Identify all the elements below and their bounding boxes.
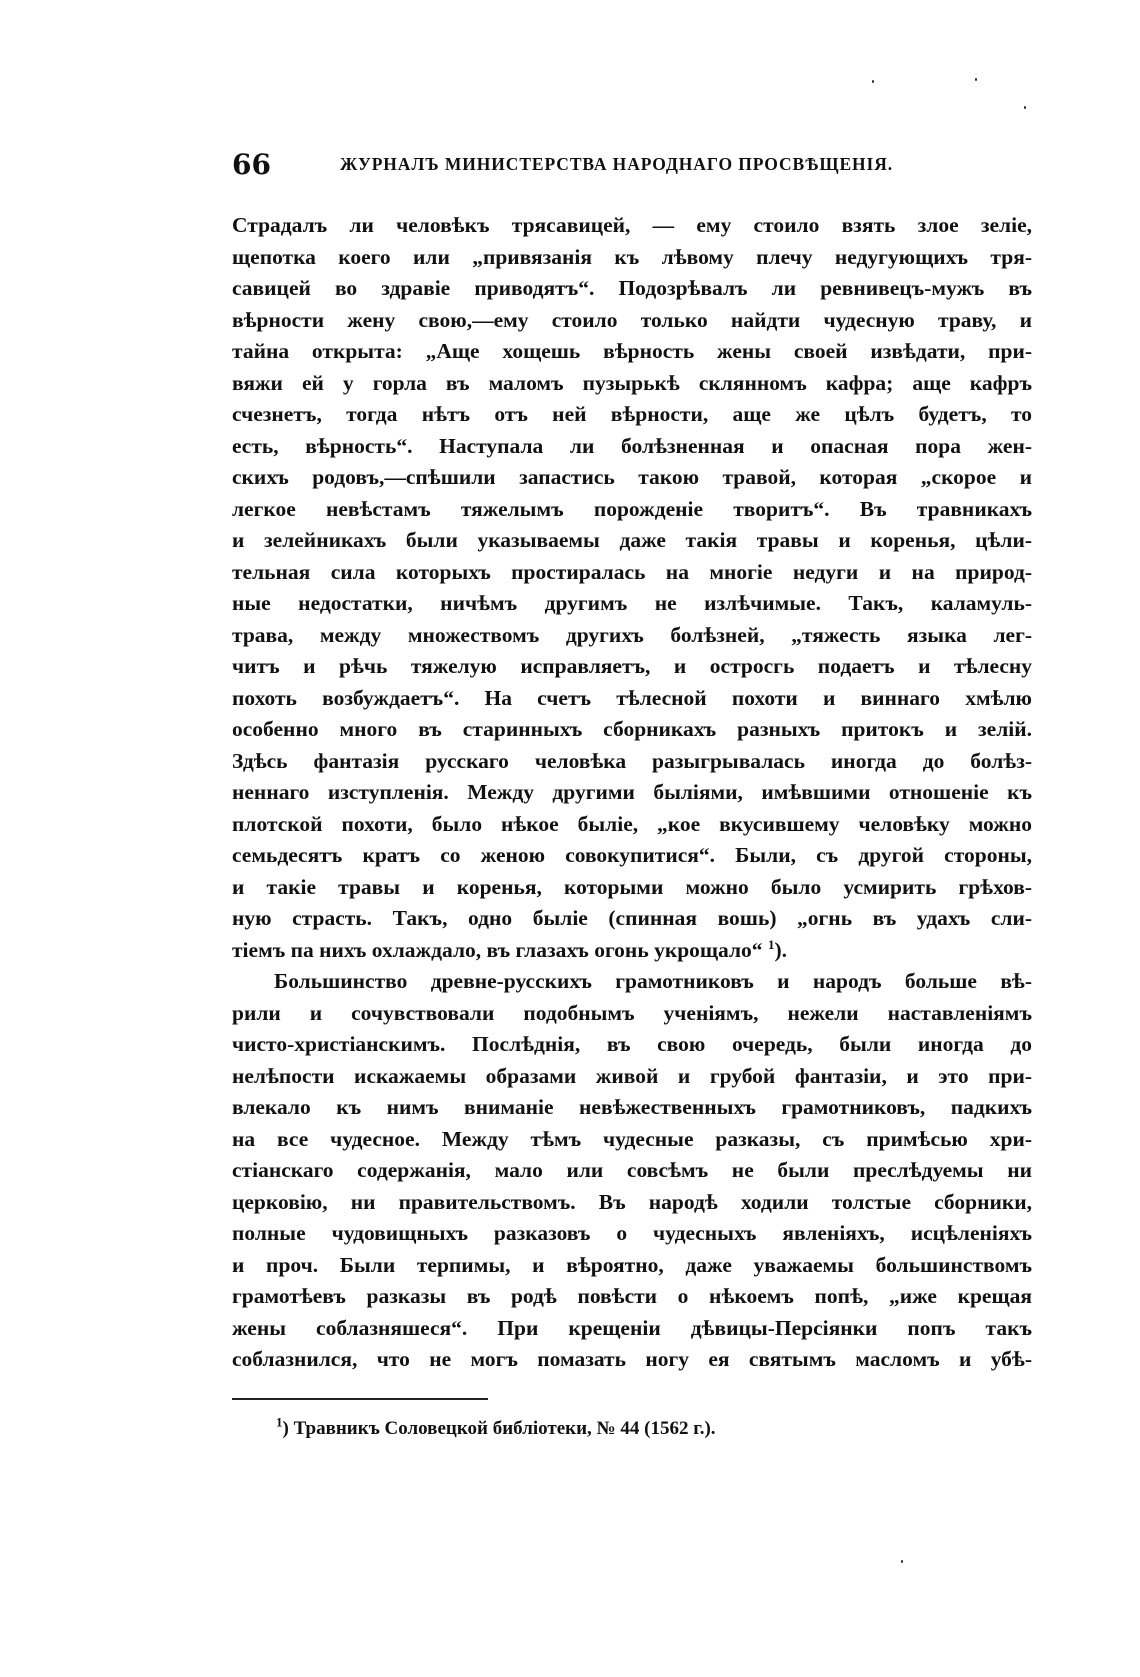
text-line-last: [232, 935, 1032, 967]
text-line: трава, между множествомъ другихъ болѣзней, „тяжесть языка лег-: [232, 622, 1032, 647]
text-line: полные чудовищныхъ разказовъ о чудесныхъ явленіяхъ, исцѣленіяхъ: [232, 1221, 1032, 1245]
text-line: скихъ родовъ,—спѣшили запастись такою травой, которая „скорое и: [232, 465, 1032, 489]
text-line: и такіе травы и коренья, которыми можно было усмирить грѣхов-: [232, 874, 1032, 899]
text-line: тельная сила которыхъ простиралась на многіе недуги и на природ-: [232, 559, 1032, 584]
text-line: тайна открыта: „Аще хощешь вѣрность жены своей извѣдати, при-: [232, 339, 1032, 363]
footnote-text: ) Травникъ Соловецкой библіотеки, № 44 (1562 г.).: [282, 1418, 716, 1439]
text-line: на все чудесное. Между тѣмъ чудесные разказы, съ примѣсью хри-: [232, 1126, 1032, 1151]
text-line: рили и сочувствовали подобнымъ ученіямъ, нежели наставленіямъ: [232, 1000, 1032, 1025]
text-line: особенно много въ старинныхъ сборникахъ разныхъ притокъ и зелій.: [232, 717, 1032, 741]
body-text: [232, 210, 1032, 1376]
print-speck: [901, 1560, 903, 1563]
text-line: похоть возбуждаетъ“. На счетъ тѣлесной похоти и виннаго хмѣлю: [232, 685, 1032, 710]
page-header: [232, 148, 1032, 188]
text-line: читъ и рѣчь тяжелую исправляетъ, и остросгь подаетъ и тѣлесну: [232, 654, 1032, 678]
footnote: [276, 1414, 716, 1440]
text-line: есть, вѣрность“. Наступала ли болѣзненная и опасная пора жен-: [232, 433, 1032, 458]
text-line: Большинство древне-русскихъ грамотниковъ и народъ больше вѣ-: [274, 969, 1032, 993]
text-line: легкое невѣстамъ тяжелымъ порожденіе творитъ“. Въ травникахъ: [232, 496, 1032, 521]
text-line: плотской похоти, было нѣкое быліе, „кое вкусившему человѣку можно: [232, 811, 1032, 836]
print-speck: [975, 78, 977, 81]
text-line: и зелейникахъ были указываемы даже такія травы и коренья, цѣли-: [232, 528, 1032, 552]
text-line: савицей во здравіе приводятъ“. Подозрѣвалъ ли ревнивецъ-мужъ въ: [232, 276, 1032, 300]
page-number: 66: [232, 148, 271, 181]
print-speck: [1024, 106, 1026, 109]
footnote-marker: 1: [276, 1414, 283, 1430]
text-line: Здѣсь фантазія русскаго человѣка разыгрывалась иногда до болѣз-: [232, 748, 1032, 773]
text-line: чисто-христіанскимъ. Послѣднія, въ свою очередь, были иногда до: [232, 1032, 1032, 1056]
text-line: вѣрности жену свою,—ему стоило только найдти чудесную траву, и: [232, 307, 1032, 332]
text-line: стіанскаго содержанія, мало или совсѣмъ не были преслѣдуемы ни: [232, 1158, 1032, 1182]
text-line: щепотка коего или „привязанія къ лѣвому плечу недугующихъ тря-: [232, 244, 1032, 269]
text-line: жены соблазняшеся“. При крещеніи дѣвицы-Персіянки попъ такъ: [232, 1315, 1032, 1340]
footnote-divider: [232, 1398, 488, 1400]
text-line: вяжи ей у горла въ маломъ пузырькѣ склянномъ кафра; аще кафръ: [232, 370, 1032, 395]
text-line: счезнетъ, тогда нѣтъ отъ ней вѣрности, аще же цѣлъ будетъ, то: [232, 402, 1032, 426]
text-line: грамотѣевъ разказы въ родѣ повѣсти о нѣкоемъ попѣ, „иже крещая: [232, 1284, 1032, 1308]
text-line: церковію, ни правительствомъ. Въ народѣ ходили толстые сборники,: [232, 1189, 1032, 1214]
footnote-reference[interactable]: 1: [767, 936, 775, 952]
text-line: нелѣпости искажаемы образами живой и грубой фантазіи, и это при-: [232, 1063, 1032, 1088]
running-head: ЖУРНАЛЪ МИНИСТЕРСТВА НАРОДНАГО ПРОСВѢЩЕНІЯ.: [340, 154, 894, 174]
line-text: тіемъ па нихъ охлаждало, въ глазахъ огонь укрощало“: [232, 937, 763, 962]
text-line: Страдалъ ли человѣкъ трясавицей, — ему стоило взять злое зеліе,: [232, 213, 1032, 237]
text-line: соблазнился, что не могъ помазать ногу ея святымъ масломъ и убѣ-: [232, 1347, 1032, 1371]
print-speck: [872, 80, 874, 83]
text-line: влекало къ нимъ вниманіе невѣжественныхъ грамотниковъ, падкихъ: [232, 1095, 1032, 1119]
text-line: ную страсть. Такъ, одно быліе (спинная вошь) „огнь въ удахъ сли-: [232, 906, 1032, 930]
text-line: и проч. Были терпимы, и вѣроятно, даже уважаемы большинствомъ: [232, 1252, 1032, 1277]
line-tail: ).: [774, 937, 787, 962]
text-line: ные недостатки, ничѣмъ другимъ не излѣчимые. Такъ, каламуль-: [232, 591, 1032, 615]
text-line: неннаго изступленія. Между другими быліями, имѣвшими отношеніе къ: [232, 780, 1032, 804]
text-line: семьдесятъ кратъ со женою совокупитися“. Были, съ другой стороны,: [232, 843, 1032, 867]
